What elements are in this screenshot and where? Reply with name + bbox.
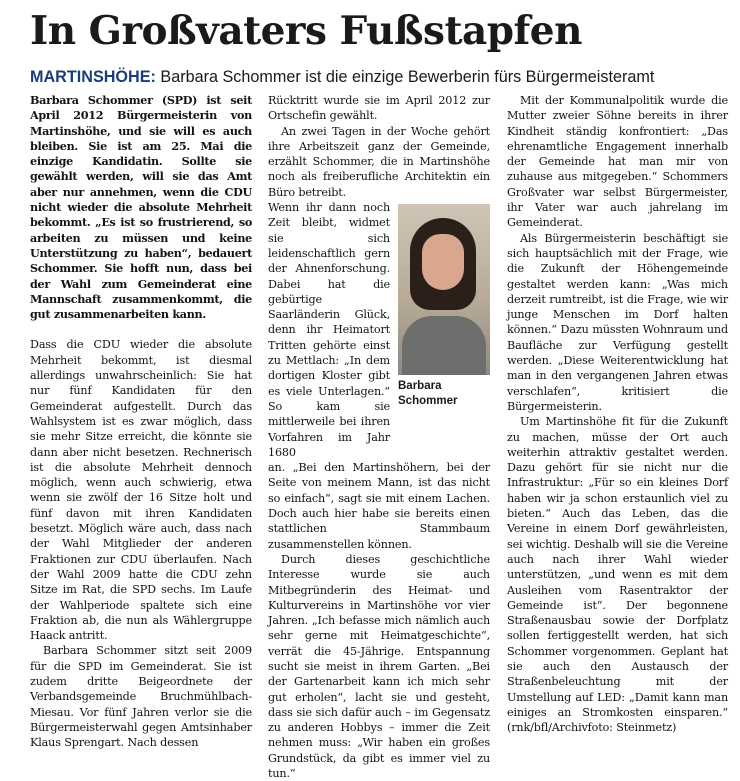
- portrait-photo: [398, 204, 490, 375]
- article-column-1: [30, 93, 252, 750]
- photo-caption: Barbara Schommer: [398, 380, 458, 407]
- article-column-3: [507, 93, 728, 735]
- portrait-face: [422, 234, 464, 290]
- portrait-sweater: [402, 316, 486, 375]
- headline: In Großvaters Fußstapfen: [30, 8, 582, 54]
- body-paragraph: Barbara Schommer sitzt seit 2009 für die SPD im Gemeinderat. Sie ist zudem dritte Beigeordnete der Verbandsgemeinde Bruchmühlbach-Miesau. Vor fünf Jahren verlor sie die Bürgermeisterwahl gegen Amtsinhaber Klaus Sprengart. Nach dessen: [30, 644, 252, 750]
- body-paragraph: An zwei Tagen in der Woche gehört ihre Arbeitszeit ganz der Gemeinde, erzählt Schommer, die in Martinshöhe noch als freiberufliche Architektin ein Büro betreibt.: [268, 124, 490, 199]
- body-paragraph: Um Martinshöhe fit für die Zukunft zu machen, müsse der Ort auch weiterhin attraktiv gestaltet werden. Dazu gehört für sie nicht nur die Infrastruktur: „Für so ein kleines Dorf haben wir ja schon erstaunlich viel zu bieten.“ Auch das Leben, das die Vereine in einem Dorf gewährleisten, sei wichtig. Deshalb will sie die Vereine auch nach ihrer Wahl wieder unterstützen, „und wenn es mit dem Ausleihen vom Rasentraktor der Gemeinde ist“. Der begonnene Straßenausbau sowie der Dorfplatz sollen fertiggestellt werden, hat sich Schommer vorgenommen. Geplant hat sie auch den Austausch der Straßenbeleuchtung mit der Umstellung auf LED: „Damit kann man einiges an Stromkosten einsparen.“ (rnk/bfl/Archivfoto: Steinmetz): [507, 415, 728, 735]
- body-paragraph: Dass die CDU wieder die absolute Mehrheit bekommt, ist diesmal allerdings unwahrscheinlich: Sie hat nur fünf Kandidaten für den Gemeinderat aufgestellt. Durch das Wahlsystem ist es zwar möglich, dass sie mehr Sitze erreicht, die könnte sie dann aber nicht besetzen. Rechnerisch ist die absolute Mehrheit dennoch möglich, wenn auch schwierig, etwa wenn sie zwölf der 16 Sitze holt und fünf davon mit ihren Kandidaten besetzt. Möglich wäre auch, dass nach der Wahl Mitglieder der anderen Fraktionen zur CDU überlaufen. Nach der Wahl 2009 hatte die CDU zehn Sitze im Rat, die SPD sechs. Im Laufe der Wahlperiode spaltete sich eine Fraktion ab, die nun als Wählergruppe Haack antritt.: [30, 338, 252, 643]
- article-column-2: [268, 93, 490, 781]
- subheadline-text: Barbara Schommer ist die einzige Bewerberin fürs Bürgermeisteramt: [155, 68, 655, 86]
- lead-paragraph: Barbara Schommer (SPD) ist seit April 2012 Bürgermeisterin von Martinshöhe, und sie will es auch bleiben. Sie ist am 25. Mai die einzige Kandidatin. Sollte sie gewählt werden, will sie das Amt aber nur annehmen, wenn die CDU nicht wieder die absolute Mehrheit bekommt. „Es ist so frustrierend, so arbeiten zu müssen und keine Unterstützung zu haben“, bedauert Schommer. Sie hofft nun, dass bei der Wahl zum Gemeinderat eine Mannschaft zusammenkommt, die gut zusammenarbeiten kann.: [30, 93, 252, 322]
- location-kicker: MARTINSHÖHE:: [30, 68, 156, 86]
- body-paragraph-beside-photo: Wenn ihr dann noch Zeit bleibt, widmet sie sich leidenschaftlich gern der Ahnenforschung. Dabei hat die gebürtige Saarländerin Glück, denn ihr Heimatort Tritten gehörte einst zu Mettlach: „In dem dortigen Kloster gibt es viele Unterlagen.“ So kam sie mittlerweile bei ihren Vorfahren im Jahr 1680: [268, 201, 390, 459]
- body-paragraph: an. „Bei den Martinshöhern, bei der Seite von meinem Mann, ist das nicht so einfach“, sagt sie mit einem Lachen. Doch auch hier habe sie bereits einen stattlichen Stammbaum zusammenstellen können.: [268, 461, 490, 551]
- subheadline: [30, 67, 735, 87]
- body-paragraph: Mit der Kommunalpolitik wurde die Mutter zweier Söhne bereits in ihrer Kindheit ständig konfrontiert: „Das ehrenamtliche Engagement innerhalb der Gemeinde hat man mir von zuhause aus mitgegeben.“ Schommers Großvater war selbst Bürgermeister, ihr Vater war auch jahrelang im Gemeinderat.: [507, 94, 728, 230]
- body-paragraph: Rücktritt wurde sie im April 2012 zur Ortschefin gewählt.: [268, 94, 490, 123]
- body-paragraph: Durch dieses geschichtliche Interesse wurde sie auch Mitbegründerin des Heimat- und Kulturvereins in Martinshöhe vor vier Jahren. „Ich befasse mich nämlich auch sehr gerne mit Heimatgeschichte“, verrät die 45-Jährige. Entspannung sucht sie meist in ihrem Garten. „Bei der Gartenarbeit kann ich mich sehr gut erholen“, lacht sie und gesteht, dass sie sich dafür auch – im Gegensatz zu anderen Hobbys – immer die Zeit nehmen muss: „Wir haben ein großes Grundstück, da gibt es immer viel zu tun.“: [268, 552, 490, 781]
- body-paragraph: Als Bürgermeisterin beschäftigt sie sich hauptsächlich mit der Frage, wie die Zukunft der Höhengemeinde gestaltet werden kann: „Was mich derzeit rumtreibt, ist die Frage, wie wir junge Menschen im Dorf halten können.“ Dazu müssten Wohnraum und Baufläche zur Verfügung gestellt werden. „Diese Weiterentwicklung hat man in den vergangenen Jahren etwas verschlafen“, kritisiert die Bürgermeisterin.: [507, 231, 728, 413]
